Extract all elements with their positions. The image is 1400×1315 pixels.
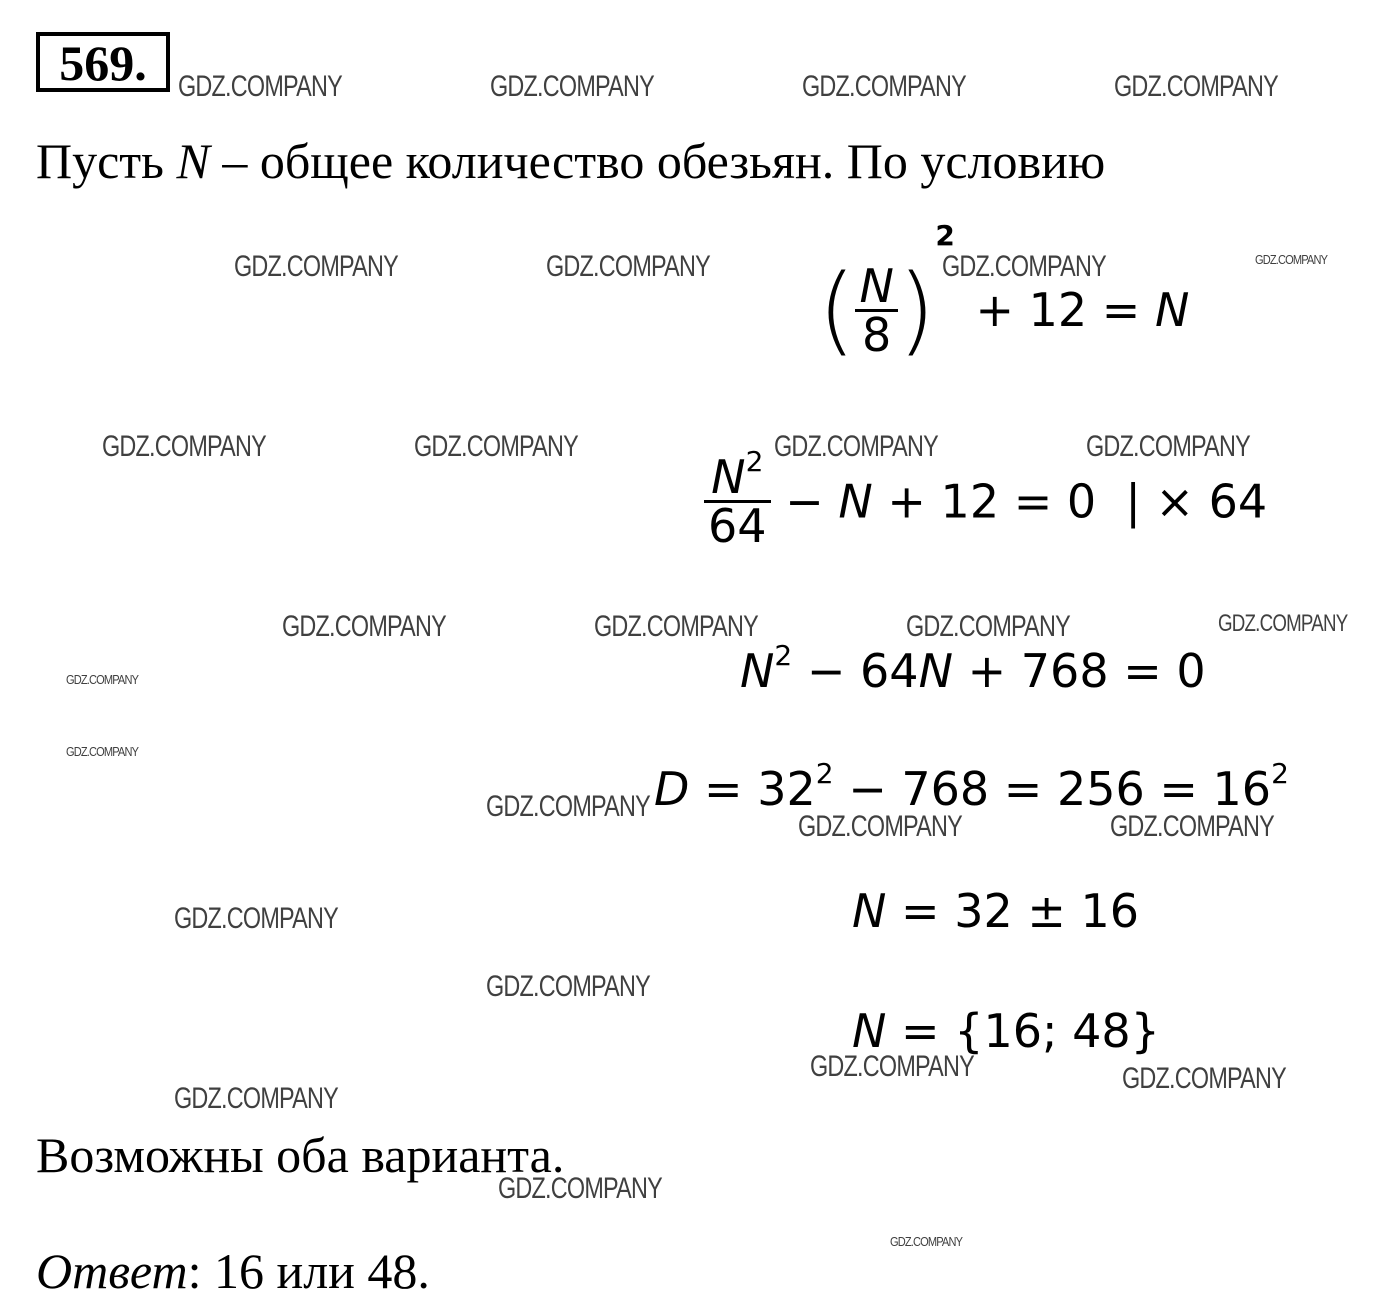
- eq4-part-b: − 768 = 256 = 16: [833, 762, 1272, 816]
- watermark: GDZ.COMPANY: [890, 1234, 963, 1249]
- watermark: GDZ.COMPANY: [1122, 1062, 1286, 1095]
- equation-5: [852, 884, 1140, 938]
- watermark: GDZ.COMPANY: [486, 970, 650, 1003]
- eq2-denominator: 64: [708, 499, 767, 553]
- intro-variable: N: [176, 133, 210, 189]
- watermark: GDZ.COMPANY: [66, 744, 139, 759]
- eq1-denominator: 8: [862, 307, 892, 362]
- eq3-variable: N: [740, 644, 775, 698]
- eq4-exponent-a: 2: [815, 757, 834, 790]
- eq2-num-exponent: 2: [745, 445, 764, 478]
- problem-number: 569.: [36, 32, 170, 92]
- left-paren: (: [818, 254, 856, 366]
- eq5-rest: = 32 ± 16: [886, 884, 1140, 938]
- eq4-part-a: = 32: [689, 762, 816, 816]
- answer-label: Ответ: [36, 1243, 188, 1299]
- eq3-mid: − 64: [792, 644, 919, 698]
- watermark: GDZ.COMPANY: [774, 430, 938, 463]
- watermark: GDZ.COMPANY: [1218, 610, 1348, 637]
- answer-line: [36, 1242, 430, 1300]
- eq6-rest: = {16; 48}: [886, 1004, 1160, 1058]
- watermark: GDZ.COMPANY: [594, 610, 758, 643]
- eq4-variable: D: [654, 762, 690, 816]
- watermark: GDZ.COMPANY: [486, 790, 650, 823]
- watermark: GDZ.COMPANY: [942, 250, 1106, 283]
- eq5-variable: N: [852, 884, 887, 938]
- intro-part1: Пусть: [36, 133, 177, 189]
- watermark: GDZ.COMPANY: [1255, 252, 1328, 267]
- equation-4: [654, 757, 1289, 816]
- watermark: GDZ.COMPANY: [1086, 430, 1250, 463]
- watermark: GDZ.COMPANY: [102, 430, 266, 463]
- watermark: GDZ.COMPANY: [1114, 70, 1278, 103]
- watermark: GDZ.COMPANY: [798, 810, 962, 843]
- watermark: GDZ.COMPANY: [234, 250, 398, 283]
- eq1-numerator: N: [859, 258, 894, 313]
- answer-text: : 16 или 48.: [187, 1243, 430, 1299]
- watermark: GDZ.COMPANY: [174, 1082, 338, 1115]
- watermark: GDZ.COMPANY: [1110, 810, 1274, 843]
- intro-text: [36, 132, 1105, 190]
- watermark: GDZ.COMPANY: [802, 70, 966, 103]
- eq2-rest-b: + 12 = 0 | × 64: [872, 474, 1268, 529]
- intro-part2: – общее количество обезьян. По условию: [209, 133, 1106, 189]
- watermark: GDZ.COMPANY: [414, 430, 578, 463]
- eq2-rest-a: −: [785, 474, 839, 529]
- eq2-variable: N: [838, 474, 873, 529]
- eq3-variable-2: N: [918, 644, 953, 698]
- watermark: GDZ.COMPANY: [906, 610, 1070, 643]
- watermark: GDZ.COMPANY: [178, 70, 342, 103]
- eq3-exponent: 2: [774, 639, 793, 672]
- watermark: GDZ.COMPANY: [490, 70, 654, 103]
- watermark: GDZ.COMPANY: [546, 250, 710, 283]
- watermark: GDZ.COMPANY: [282, 610, 446, 643]
- eq6-variable: N: [852, 1004, 887, 1058]
- watermark: GDZ.COMPANY: [498, 1172, 662, 1205]
- right-paren: ): [897, 254, 936, 366]
- eq3-tail: + 768 = 0: [953, 644, 1206, 698]
- equation-3: [740, 639, 1206, 698]
- watermark: GDZ.COMPANY: [810, 1050, 974, 1083]
- equation-6: [852, 1004, 1160, 1058]
- eq4-exponent-b: 2: [1271, 757, 1289, 790]
- conclusion-text: Возможны оба варианта.: [36, 1127, 565, 1183]
- eq2-numerator: N: [711, 450, 746, 504]
- watermark: GDZ.COMPANY: [66, 672, 139, 687]
- eq1-exponent: 2: [935, 219, 955, 252]
- watermark: GDZ.COMPANY: [174, 902, 338, 935]
- eq1-rhs: N: [1154, 283, 1190, 337]
- eq1-rest: + 12 =: [975, 283, 1155, 337]
